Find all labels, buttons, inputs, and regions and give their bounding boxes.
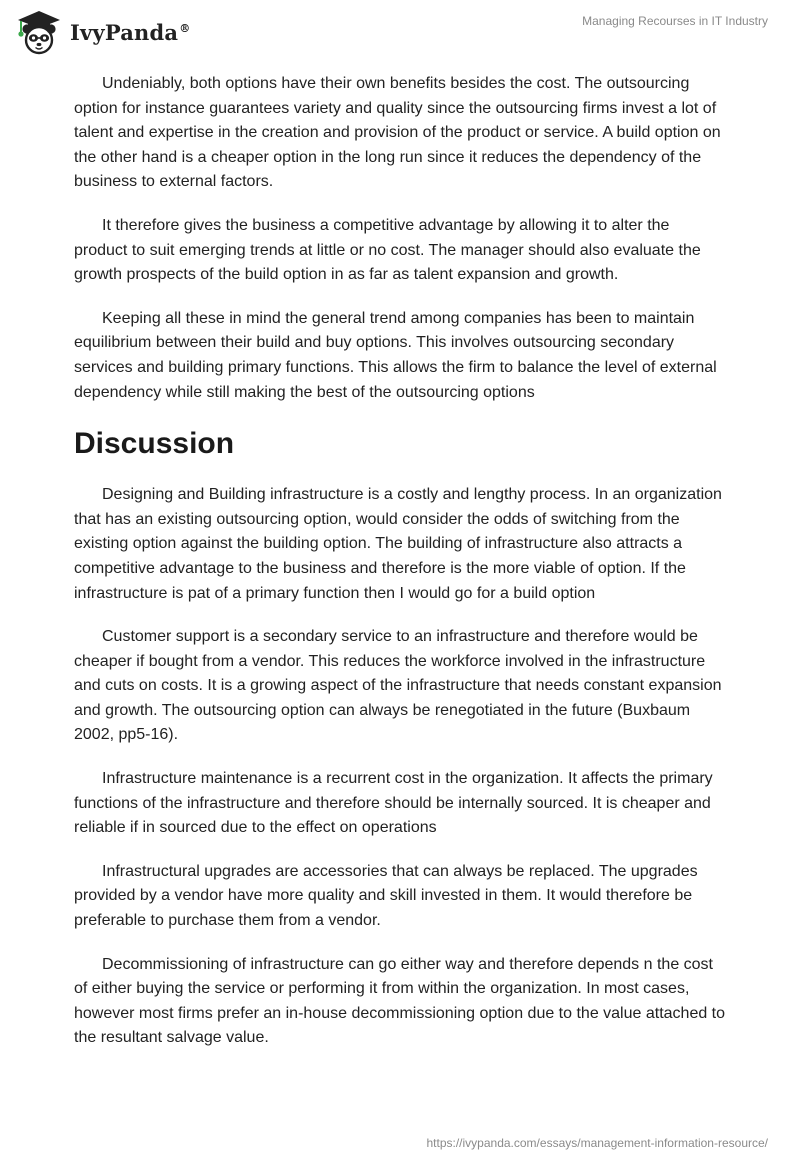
paragraph: It therefore gives the business a competitive advantage by allowing it to alter the product to suit emerging trends at little or no cost. The manager should also evaluate the growth prospects of the build option in as far as talent expansion and growth. xyxy=(74,216,701,284)
paragraph: Infrastructural upgrades are accessories that can always be replaced. The upgrades provided by a vendor have more quality and skill invested in them. It would therefore be preferable to purchase them from a vendor. xyxy=(74,862,698,930)
paragraph: Decommissioning of infrastructure can go either way and therefore depends n the cost of either buying the service or performing it from within the organization. In most cases, however most firms prefer an in-house decommissioning option due to the value attached to the resultant salvage value. xyxy=(74,955,726,1047)
paragraph: Designing and Building infrastructure is a costly and lengthy process. In an organization that has an existing outsourcing option, would consider the odds of switching from the existing option against the building option. The building of infrastructure also attracts a competitive advantage to the business and therefore is the more viable of option. If the infrastructure is pat of a primary function then I would go for a build option xyxy=(74,486,722,602)
paragraph: Customer support is a secondary service to an infrastructure and therefore would be cheaper if bought from a vendor. This reduces the workforce involved in the infrastructure and cuts on costs. It is a growing aspect of the infrastructure that needs constant expansion and growth. The outsourcing option can always be renegotiated in the future (Buxbaum 2002, pp5-16). xyxy=(74,628,722,744)
ivypanda-logo[interactable] xyxy=(14,8,190,56)
paragraph: Keeping all these in mind the general trend among companies has been to maintain equilibrium between their build and buy options. This involves outsourcing secondary services and building primary functions. This allows the firm to balance the level of external dependency while still making the best of the outsourcing options xyxy=(74,309,717,401)
running-title: Managing Recourses in IT Industry xyxy=(582,14,768,28)
registered-mark: ® xyxy=(179,21,191,35)
source-url[interactable]: https://ivypanda.com/essays/management-information-resource/ xyxy=(426,1136,768,1150)
paragraph: Infrastructure maintenance is a recurrent cost in the organization. It affects the primary functions of the infrastructure and therefore should be internally sourced. It is cheaper and reliable if in sourced due to the effect on operations xyxy=(74,770,713,837)
logo-wordmark: IvyPanda® xyxy=(70,19,191,45)
panda-graduate-icon xyxy=(14,9,64,55)
section-heading: Discussion xyxy=(74,427,235,461)
page-header xyxy=(0,0,800,64)
essay-content xyxy=(74,72,726,1070)
paragraph: Undeniably, both options have their own benefits besides the cost. The outsourcing option for instance guarantees variety and quality since the outsourcing firms invest a lot of talent and expertise in the creation and provision of the product or service. A build option on the other hand is a cheaper option in the long run since it reduces the dependency of the business to external factors. xyxy=(74,75,721,191)
